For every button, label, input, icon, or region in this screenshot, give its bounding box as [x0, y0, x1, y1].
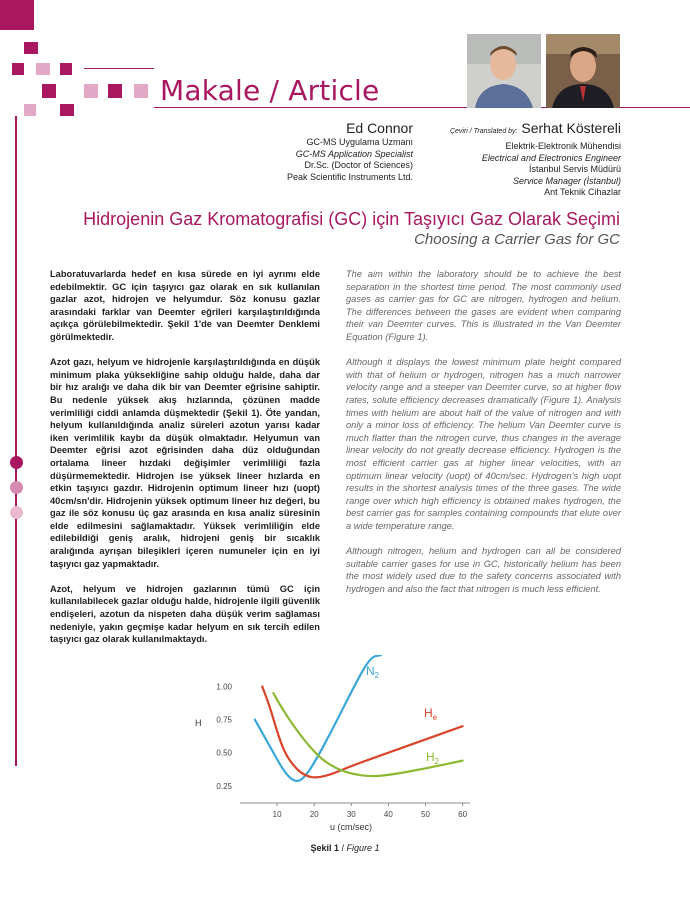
author-role: GC-MS Uygulama Uzmanı [306, 137, 413, 147]
author-info [287, 119, 413, 183]
margin-dot [10, 456, 23, 469]
series-label-h2: $H_2$ [426, 750, 440, 766]
decor-square [42, 84, 56, 98]
van-deemter-chart [190, 655, 480, 825]
translator-company: Ant Teknik Cihazlar [544, 187, 621, 197]
paragraph: Laboratuvarlarda hedef en kısa sürede en iyi ayrımı elde edebilmektir. GC için taşıyıcı gaz olarak en sık kullanılan gazlar azot, hidrojen ve helyumdur. Söz konusu gazlar arasındaki farklar van Deemter eğrileri karşılaştırıldığında açıkça görülebilmektedir. Şekil 1'de van Deemter Denklemi görülmektedir. [50, 269, 320, 342]
figure-caption [0, 843, 690, 853]
decor-square [134, 84, 148, 98]
translator-photo [546, 34, 620, 108]
x-tick-label: 50 [421, 810, 430, 819]
translator-name: Serhat Köstereli [521, 120, 621, 136]
decor-square [24, 42, 38, 54]
y-tick-label: 0.75 [216, 715, 232, 725]
translator-heading [450, 119, 621, 141]
author-degree: Dr.Sc. (Doctor of Sciences) [304, 160, 413, 170]
paragraph: Azot, helyum ve hidrojen gazlarının tümü GC için kullanılabilecek gazlar olduğu halde, hidrojenle ilgili güvenlik endişeleri, azotun da nispeten daha düşük verim sağlaması nedeniyle, yakın geçmişe kadar helyum en sık tercih edilen taşıyıcı gaz olarak kullanılmaktaydı. [50, 583, 320, 645]
translator-role2-en: Service Manager (İstanbul) [512, 175, 621, 186]
translator-role: Elektrik-Elektronik Mühendisi [505, 141, 621, 151]
article-body-en [346, 268, 621, 608]
caption-tr: Şekil 1 [310, 843, 339, 853]
paragraph: Although it displays the lowest minimum plate height compared with that of helium or hydrogen, nitrogen has a much narrower velocity range and a steeper van Deemter curve, so at higher flow rates, solute efficiency decreases dramatically (Figure 1). Analysis times with helium are about half of the value of nitrogen and with only a minor loss of efficiency. The helium Van Deemter curve is much flatter than the nitrogen curve, thus changes in the average linear velocity do not greatly decrease efficiency. Hydrogen is the most efficient carrier gas at higher linear velocities, with an optimum linear velocity (uopt) of 40cm/sec. Hydrogen's high uopt results in the shortest analysis times of the three gases. The wide range over which high efficiency is obtained makes hydrogen, the best carrier gas for samples containing compounds that elute over a wide temperature range. [346, 357, 621, 531]
x-tick-label: 10 [272, 810, 282, 819]
caption-separator: / [338, 843, 347, 853]
translator-info [450, 119, 621, 199]
translator-label: Çeviri / Translated by: [449, 128, 518, 135]
series-label-he: $H_e$ [424, 706, 438, 722]
article-body-tr [50, 268, 320, 658]
header-rule [84, 68, 154, 69]
y-tick-label: 0.50 [216, 748, 232, 758]
paragraph: Azot gazı, helyum ve hidrojenle karşılaştırıldığında en düşük minimum plaka yüksekliğine sahip olduğu halde, daha dar bir hız aralığı ve daha dik bir van Deemter eğrisine sahiptir. Bu nedenle yüksek akış hızlarında, çözünen madde verimliliği ciddi anlamda düşmektedir (Şekil 1). Öte yandan, helyum kullanıldığında analiz süreleri azotun yarısı kadar iken verimlilik kaybı da düşük olmaktadır. Helyumun van Deemter eğrisi azot eğrisinden daha düz olduğundan ortalama lineer hızdaki değişimler verimliliği fazla düşürmemektedir. Hidrojen ise yüksek lineer hızlarda en etkin taşıyıcı gazdır. Hidrojenin optimum lineer hızı (uopt) 40cm/sn'dir. Hidrojenin yüksek optimum lineer hız değeri, bu gaz ile söz konusu üç gaz arasında en kısa analiz süresinin elde edilmesini sağlamaktadır. Yüksek verimliliğin elde edilebildiği geniş aralık, hidrojeni geniş bir sıcaklık aralığında ayrışan bileşikleri içeren numuneler için en iyi taşıyıcı gaz yapmaktadır. [50, 357, 320, 569]
decor-square [0, 0, 34, 30]
decor-square [60, 104, 74, 116]
decor-square [108, 84, 122, 98]
margin-rule [15, 116, 17, 766]
paragraph: Although nitrogen, helium and hydrogen can all be considered suitable carrier gases for use in GC, historically helium has been the most widely used due to the safety concerns associated with hydrogen and also the fact that nitrogen is much less efficient. [346, 546, 621, 594]
article-title-en: Choosing a Carrier Gas for GC [414, 231, 620, 248]
margin-dot [10, 481, 23, 494]
x-tick-label: 20 [309, 810, 319, 819]
y-tick-label: 0.25 [216, 781, 232, 791]
x-axis-label: u (cm/sec) [330, 822, 373, 832]
translator-role2: İstanbul Servis Müdürü [528, 164, 621, 174]
author-name: Ed Connor [346, 120, 413, 136]
decor-square [24, 104, 36, 116]
caption-en: Figure 1 [346, 843, 380, 853]
x-tick-label: 60 [458, 810, 468, 819]
margin-dot [10, 506, 23, 519]
author-company: Peak Scientific Instruments Ltd. [286, 171, 413, 182]
series-label-n2: $N_2$ [366, 664, 380, 680]
decor-square [60, 63, 72, 75]
y-tick-label: 1.00 [216, 682, 232, 692]
section-title: Makale / Article [160, 74, 380, 107]
author-photo [467, 34, 541, 108]
decor-square [12, 63, 24, 75]
x-tick-label: 30 [346, 810, 356, 819]
paragraph: The aim within the laboratory should be to achieve the best separation in the shortest time period. The most commonly used gases as carrier gas for GC are nitrogen, hydrogen and helium. The differences between the gases are evident when comparing their van Deemter curves. This is illustrated in the Van Deemter Equation (Figure 1). [346, 269, 621, 342]
y-axis-label: H [195, 718, 202, 728]
x-tick-label: 40 [383, 810, 393, 819]
article-title-tr: Hidrojenin Gaz Kromatografisi (GC) için Taşıyıcı Gaz Olarak Seçimi [83, 209, 620, 229]
author-role-en: GC-MS Application Specialist [295, 148, 413, 159]
decor-square [36, 63, 50, 75]
decor-square [84, 84, 98, 98]
translator-role-en: Electrical and Electronics Engineer [481, 152, 621, 163]
